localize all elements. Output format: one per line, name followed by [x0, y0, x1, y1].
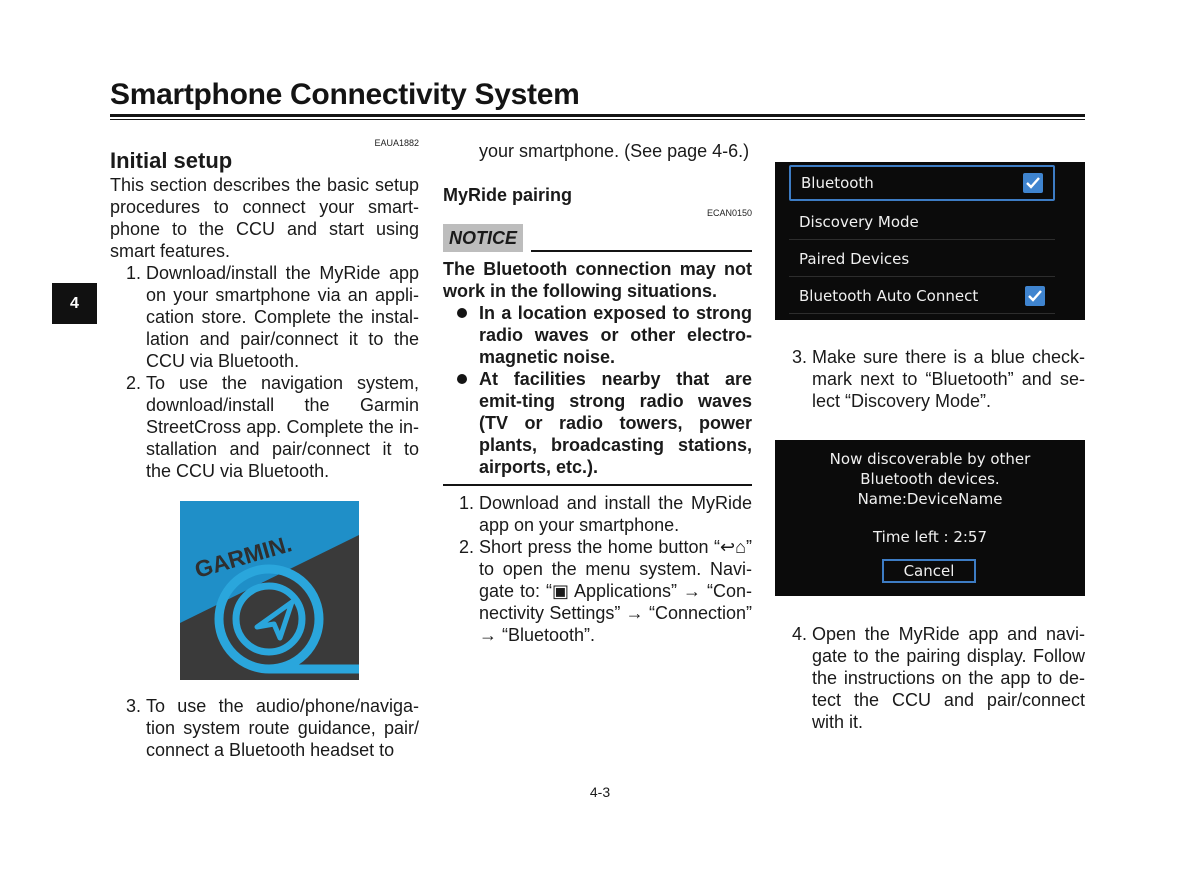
- dialog-message: Now discoverable by other Bluetooth devices. Name:DeviceName: [829, 450, 1031, 508]
- left-column: [110, 138, 419, 482]
- list-item: 1. Download and install the MyRide app on your smartphone.: [459, 493, 752, 535]
- left-column-bottom: [110, 695, 419, 761]
- right-step-4: [776, 623, 1085, 733]
- subheading: MyRide pairing: [443, 185, 573, 205]
- notice-end-rule: [443, 484, 752, 486]
- cancel-button[interactable]: Cancel: [882, 559, 976, 583]
- page-title: Smartphone Connectivity System: [110, 78, 580, 111]
- notice-text: The Bluetooth connection may not work in the following situations.: [443, 259, 752, 301]
- list-item: At facilities nearby that are emit-ting strong radio waves (TV or radio towers, power plants, broadcasting stations, airports, etc.).: [443, 368, 752, 478]
- section-code: ECAN0150: [706, 208, 752, 218]
- section-code: EAUA1882: [374, 138, 419, 148]
- middle-column: [443, 140, 752, 646]
- continuation-text: your smartphone. (See page 4-6.): [479, 141, 750, 161]
- logo-wordmark: GARMIN.: [191, 530, 295, 583]
- list-item: 2. Short press the home button “↩⌂” to open the menu system. Navi-gate to: “▣ Applications” → “Con-nectivity Settings” → “Connection” → “Bluetooth”.: [459, 537, 752, 645]
- list-item: In a location exposed to strong radio waves or other electro-magnetic noise.: [443, 302, 752, 368]
- garmin-streetcross-logo: [180, 501, 359, 680]
- bullet-icon: [457, 308, 467, 318]
- intro-paragraph: This section describes the basic setup procedures to connect your smart-phone to the CCU and start using smart features.: [110, 175, 419, 261]
- bullet-icon: [457, 374, 467, 384]
- discoverable-dialog-screen: [775, 440, 1085, 596]
- list-item: 2. To use the navigation system, download/install the Garmin StreetCross app. Complete the in-stallation and pair/connect it to the CCU via Bluetooth.: [126, 373, 419, 481]
- right-step-3: [776, 346, 1085, 412]
- title-rule-thin: [110, 119, 1085, 120]
- menu-item-discovery-mode[interactable]: Discovery Mode: [789, 204, 1055, 240]
- title-rule: [110, 114, 1085, 117]
- notice-rule: [531, 250, 752, 252]
- checkmark-icon[interactable]: [1023, 173, 1043, 193]
- list-item: 1. Download/install the MyRide app on your smartphone via an appli-cation store. Complete the instal-lation and pair/connect it to the CCU via Bluetooth.: [126, 263, 419, 371]
- pairing-steps: [443, 492, 752, 646]
- chapter-tab: 4: [52, 283, 97, 324]
- setup-steps: [110, 262, 419, 482]
- list-item: 3. Make sure there is a blue check-mark next to “Bluetooth” and se-lect “Discovery Mode”.: [792, 347, 1085, 411]
- page-number: 4-3: [589, 784, 611, 800]
- section-heading: Initial setup: [110, 148, 233, 173]
- list-item: 4. Open the MyRide app and navi-gate to the pairing display. Follow the instructions on the app to de-tect the CCU and pair/connect with it.: [792, 624, 1085, 732]
- menu-item-paired-devices[interactable]: Paired Devices: [789, 241, 1055, 277]
- menu-item-bluetooth[interactable]: Bluetooth: [789, 165, 1055, 201]
- notice-bullets: [443, 302, 752, 478]
- notice-header: [443, 224, 752, 252]
- notice-badge: NOTICE: [443, 224, 523, 252]
- menu-item-auto-connect[interactable]: Bluetooth Auto Connect: [789, 278, 1055, 314]
- list-item: 3. To use the audio/phone/naviga-tion system route guidance, pair/ connect a Bluetooth headset to: [126, 696, 419, 760]
- checkmark-icon[interactable]: [1025, 286, 1045, 306]
- bluetooth-menu-screen: [775, 162, 1085, 320]
- time-left-label: Time left : 2:57: [872, 528, 988, 546]
